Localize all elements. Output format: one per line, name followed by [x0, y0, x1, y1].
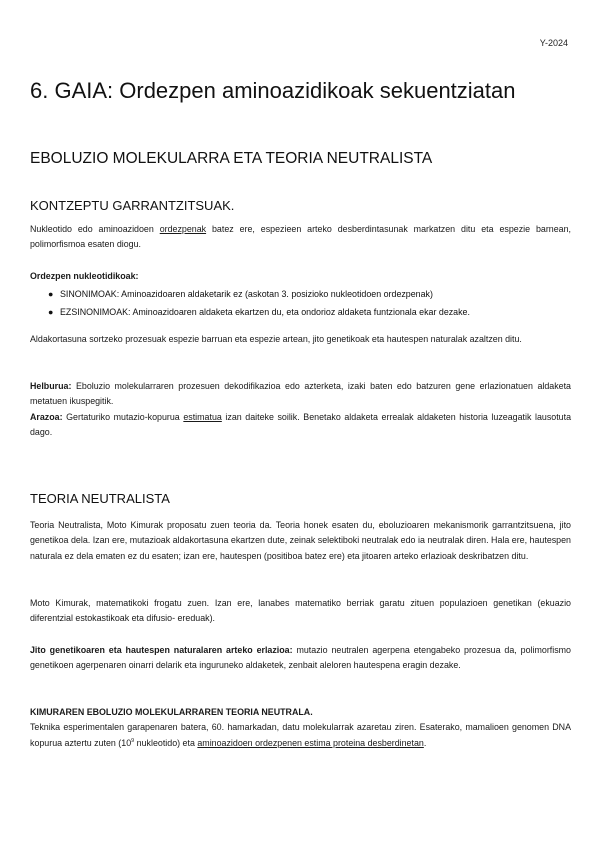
section-heading-neutral-theory: TEORIA NEUTRALISTA — [30, 491, 170, 506]
problem-label: Arazoa: — [30, 412, 63, 422]
list-item-synonymous — [30, 287, 571, 301]
drift-selection-paragraph — [30, 643, 571, 674]
kimura-text-middle: nukleotido) eta — [134, 737, 198, 748]
bullet-icon: ● — [48, 289, 54, 299]
variability-paragraph: Aldakortasuna sortzeko prozesuak espezie barruan eta espezie artean, jito genetikoak eta hautespen naturalak azaltzen ditu. — [30, 334, 522, 344]
kimura-text-before: Teknika esperimentalen garapenaren batera, 60. hamarkadan, datu molekularrak azaretau ziren. Esaterako, mamalioen genomen DNA kopurua aztertu zuten (10 — [30, 722, 571, 748]
problem-text-after: izan daiteke soilik. Benetako aldaketa errealak aldaketen historia luzeagatik lausotuta dago. — [30, 412, 572, 438]
intro-text-before: Nukleotido edo aminoazidoen — [30, 224, 160, 234]
goal-label: Helburua: — [30, 381, 72, 391]
kimura-paragraph — [30, 705, 571, 751]
intro-paragraph — [30, 222, 571, 253]
intro-text-after: batez ere, espezieen arteko desberdintasunak markatzen ditu eta espezie barnean, polimorfismoa esaten diogu. — [30, 224, 571, 250]
header-tag: Y-2024 — [539, 38, 568, 48]
list-title: Ordezpen nukleotidikoak: — [30, 271, 139, 281]
subheading-key-concepts: KONTZEPTU GARRANTZITSUAK. — [30, 198, 235, 213]
drift-selection-label: Jito genetikoaren eta hautespen naturalaren arteko erlazioa: — [30, 645, 293, 655]
intro-underlined-term: ordezpenak — [159, 224, 207, 234]
goal-text: Eboluzio molekularraren prozesuen dekodifikazioa edo azterketa, izaki baten edo batzuren gene erlazionatuen aldaketa metatuen ikuspegitik. — [30, 381, 571, 407]
page-title: 6. GAIA: Ordezpen aminoazidikoak sekuentziatan — [30, 78, 516, 103]
kimura-text-after: . — [423, 737, 427, 748]
substitution-types-list — [30, 287, 571, 319]
drift-selection-text: mutazio neutralen agerpena etengabeko prozesua da, polimorfismo genetikoen agerpenaren oinarri delarik eta inguruneko aldaketek, zenbait aleloren hautespena eragin dezake. — [30, 645, 571, 671]
list-item-nonsynonymous — [30, 305, 571, 319]
goal-paragraph — [30, 379, 571, 410]
list-item-text: SINONIMOAK: Aminoazidoaren aldaketarik ez (askotan 3. posizioko nukleotidoen ordezpenak) — [60, 289, 433, 299]
problem-paragraph — [30, 410, 571, 441]
problem-text-before: Gertaturiko mutazio-kopurua — [62, 412, 184, 422]
problem-underlined-term: estimatua — [183, 412, 222, 422]
bullet-icon: ● — [48, 307, 54, 317]
neutral-theory-paragraph-2: Moto Kimurak, matematikoki frogatu zuen. Izan ere, lanabes matematiko berriak garatu zituen populazioen genetikan (ekuazio diferentzial estokastikoak eta difusio- ereduak). — [30, 598, 571, 624]
neutral-theory-paragraph-1: Teoria Neutralista, Moto Kimurak proposatu zuen teoria da. Teoria honek esaten du, eboluzioaren mekanismorik garrantzitsuena, jito genetikoa dela. Izan ere, mutazioak aldakortasuna ekartzen dute, zeinak selektiboki neutralak edo ia neutralak diren. Hala ere, hautespen naturala ez dela ematen ez du esaten; izan ere, hautespen (positiboa batez ere) eta jitoaren arteko erlazioak deskribatzen ditu. — [30, 520, 571, 561]
kimura-exponent: 9 — [131, 737, 135, 744]
section-heading-molecular-evolution: EBOLUZIO MOLEKULARRA ETA TEORIA NEUTRALISTA — [30, 150, 433, 167]
list-item-text: EZSINONIMOAK: Aminoazidoaren aldaketa ekartzen du, eta ondorioz aldaketa funtzionala ekar dezake. — [60, 307, 470, 317]
kimura-label: KIMURAREN EBOLUZIO MOLEKULARRAREN TEORIA NEUTRALA. — [30, 707, 313, 717]
kimura-underlined-term: aminoazidoen ordezpenen estima proteina desberdinetan — [197, 737, 424, 748]
